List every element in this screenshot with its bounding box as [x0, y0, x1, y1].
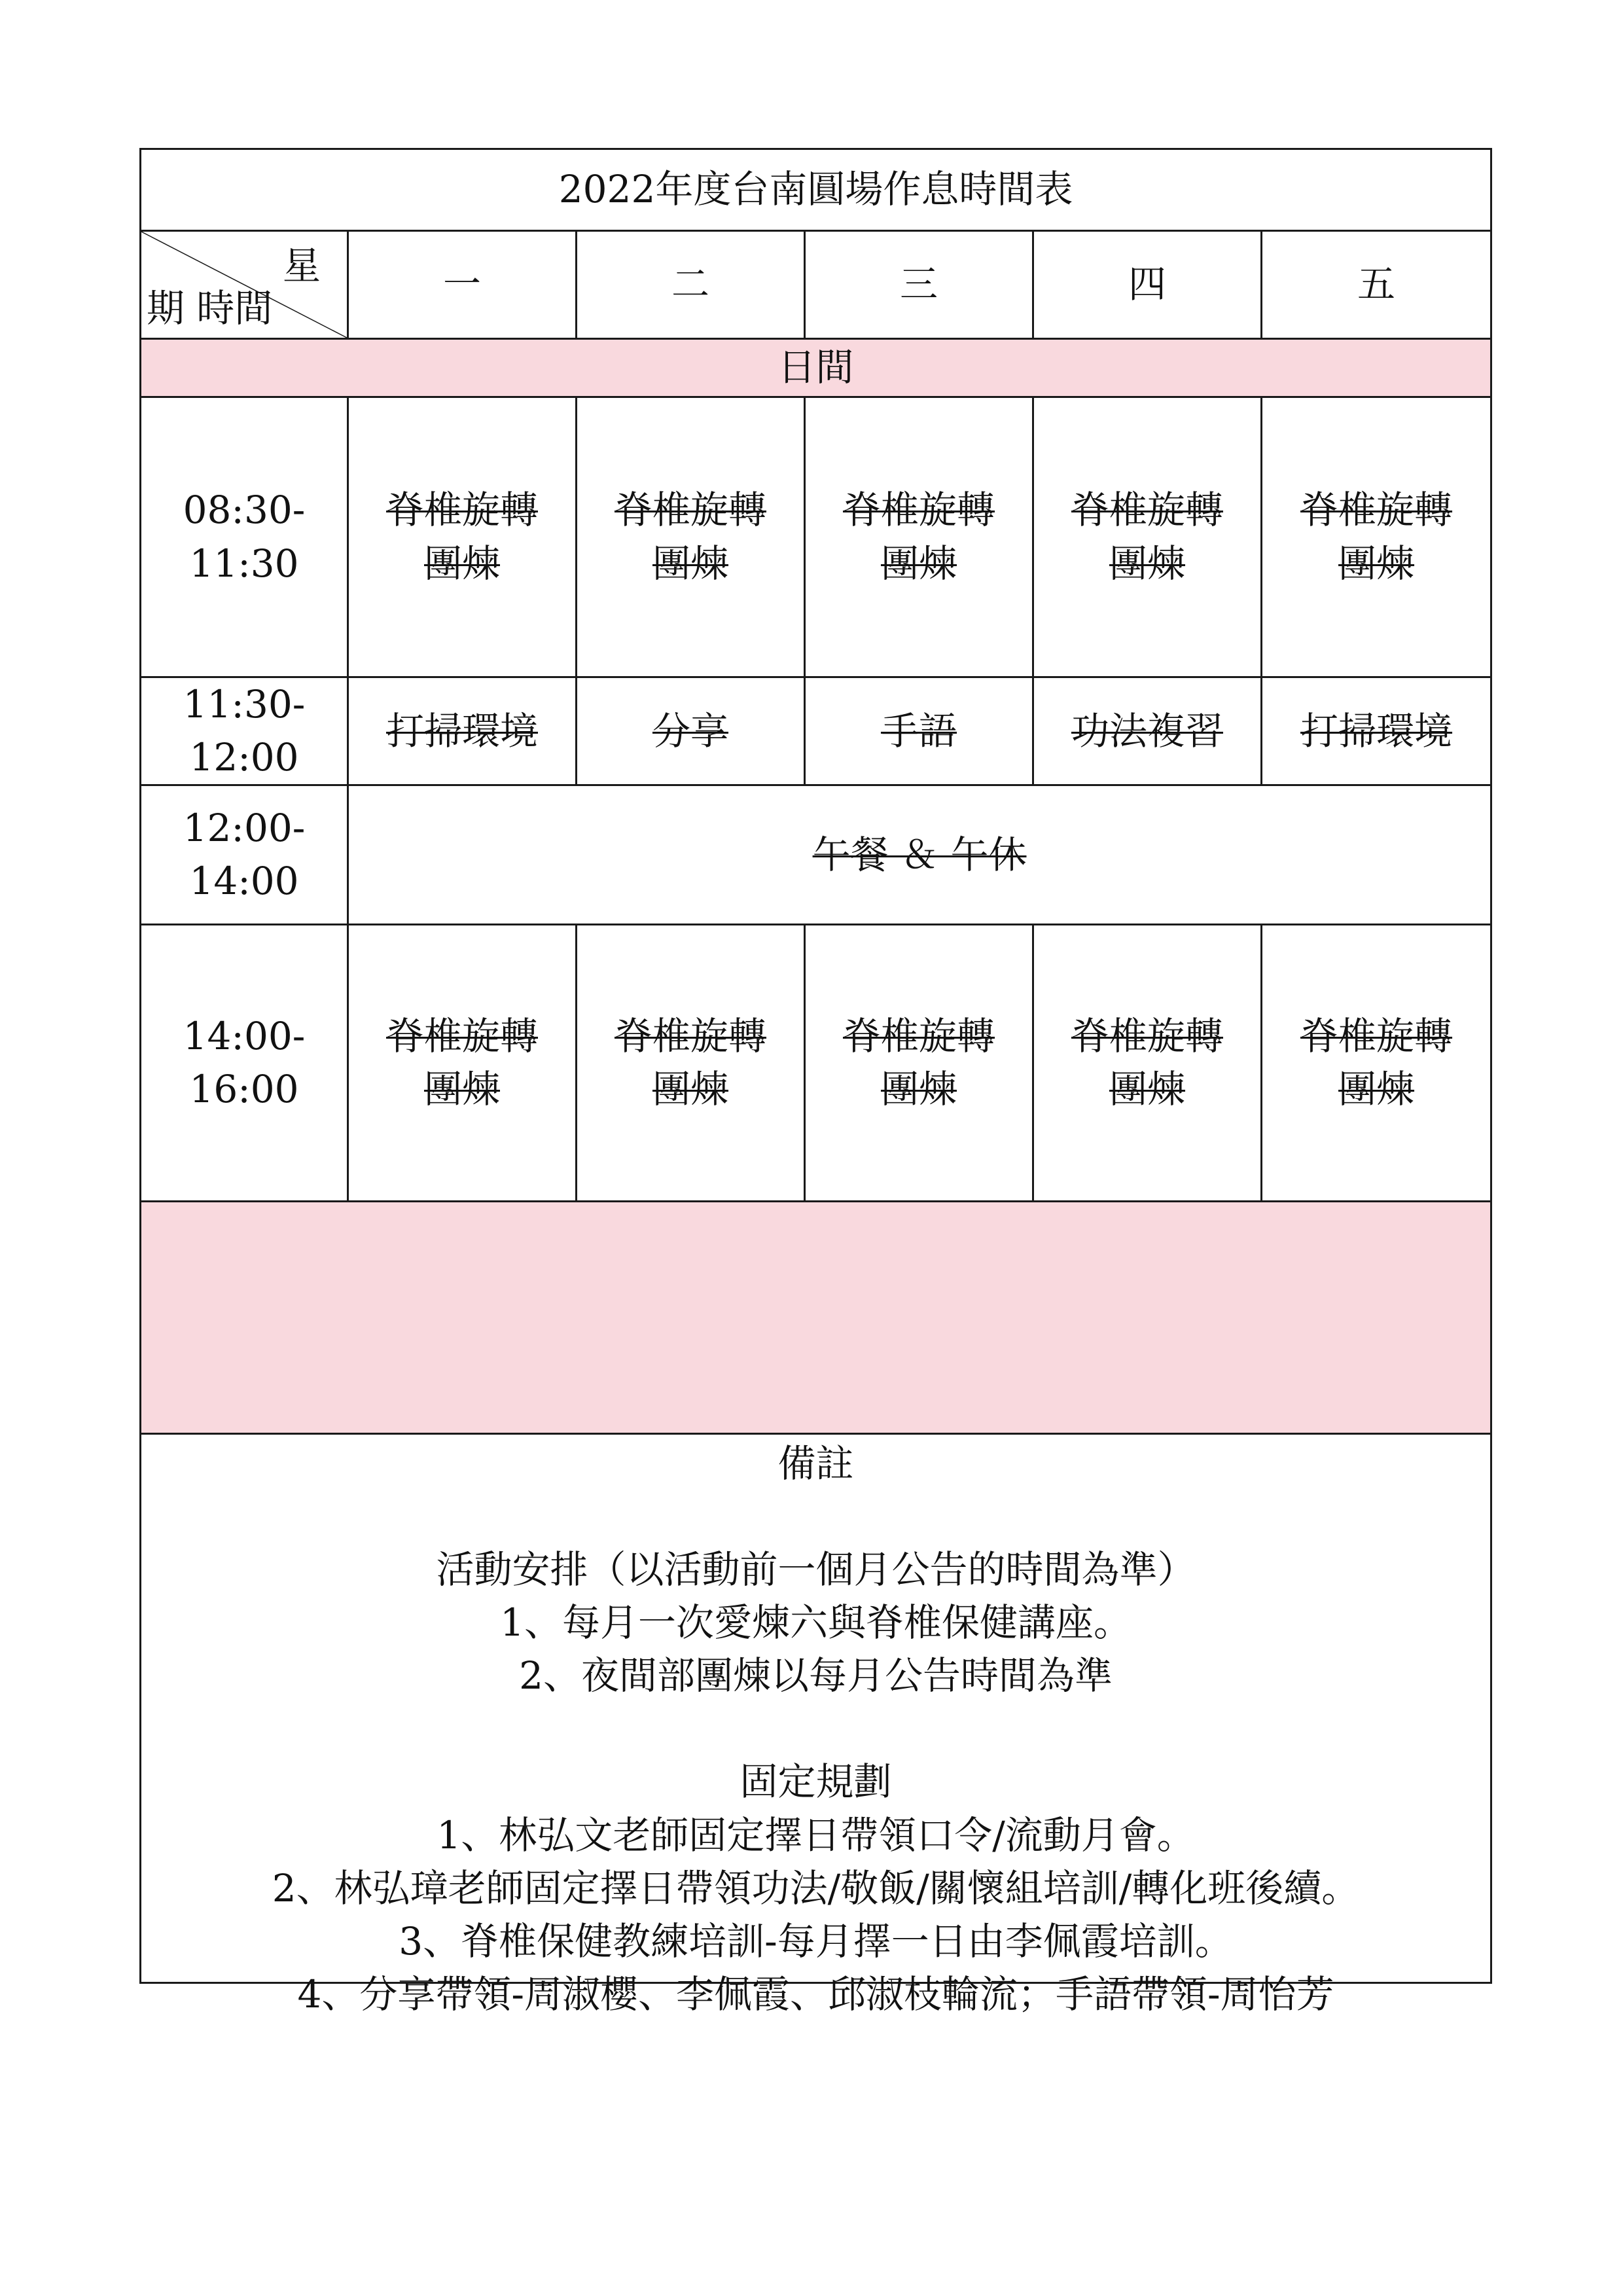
- activity-heading: 活動安排（以活動前一個月公告的時間為準）: [436, 1547, 1196, 1592]
- daytime-band: 日間: [141, 339, 1491, 397]
- activity-cell: [805, 925, 1033, 1202]
- activity-cell: [805, 397, 1033, 677]
- activity-line: 脊椎旋轉: [385, 488, 538, 533]
- activity-line: 脊椎旋轉: [1071, 1014, 1223, 1059]
- activity-cell: [348, 677, 577, 785]
- activity-line: 手語: [880, 708, 957, 753]
- page-title: 2022年度台南圓場作息時間表: [141, 149, 1491, 231]
- activity-cell: [577, 925, 805, 1202]
- table-row: [141, 677, 1491, 785]
- time-slot-label: 14:00-16:00: [141, 925, 348, 1202]
- day-header-tue: 二: [577, 231, 805, 339]
- activity-line: 脊椎旋轉: [842, 1014, 995, 1059]
- lunch-label: 午餐 ＆ 午休: [812, 832, 1027, 877]
- activity-cell: [577, 677, 805, 785]
- activity-line: 脊椎旋轉: [614, 1014, 766, 1059]
- notes-spacer: [141, 1702, 1490, 1755]
- activity-cell: [577, 397, 805, 677]
- activity-cell: [1033, 397, 1262, 677]
- header-corner-cell: [141, 231, 348, 339]
- fixed-item: 3、脊椎保健教練培訓-每月擇一日由李佩霞培訓。: [399, 1918, 1233, 1964]
- activity-cell: [1033, 677, 1262, 785]
- activity-line: 脊椎旋轉: [1300, 488, 1453, 533]
- activity-cell: [1262, 677, 1491, 785]
- activity-line: 團煉: [423, 1067, 500, 1112]
- activity-item: 2、夜間部團煉以每月公告時間為準: [519, 1653, 1113, 1698]
- corner-label-bottom: 期 時間: [147, 285, 273, 331]
- schedule-sheet: [139, 148, 1490, 2017]
- day-header-fri: 五: [1262, 231, 1491, 339]
- notes-section: [141, 1434, 1491, 2017]
- activity-line: 團煉: [652, 1067, 728, 1112]
- activity-line: 脊椎旋轉: [614, 488, 766, 533]
- time-slot-label: 11:30-12:00: [141, 677, 348, 785]
- activity-line: 脊椎旋轉: [385, 1014, 538, 1059]
- activity-line: 團煉: [423, 541, 500, 586]
- activity-cell: [348, 397, 577, 677]
- time-slot-label: 12:00-14:00: [141, 785, 348, 925]
- corner-label-top: 星: [282, 243, 321, 288]
- activity-line: 脊椎旋轉: [842, 488, 995, 533]
- day-header-wed: 三: [805, 231, 1033, 339]
- day-header-mon: 一: [348, 231, 577, 339]
- time-slot-label: 08:30-11:30: [141, 397, 348, 677]
- notes-heading: 備註: [777, 1441, 854, 1486]
- activity-line: 團煉: [880, 1067, 957, 1112]
- fixed-item: 2、林弘璋老師固定擇日帶領功法/敬飯/關懷組培訓/轉化班後續。: [272, 1865, 1360, 1910]
- table-row: [141, 397, 1491, 677]
- activity-line: 團煉: [1338, 541, 1415, 586]
- activity-line: 團煉: [880, 541, 957, 586]
- activity-item: 1、每月一次愛煉六與脊椎保健講座。: [500, 1600, 1132, 1645]
- activity-line: 脊椎旋轉: [1071, 488, 1223, 533]
- activity-line: 團煉: [1109, 1067, 1185, 1112]
- fixed-item: 1、林弘文老師固定擇日帶領口令/流動月會。: [437, 1812, 1195, 1857]
- fixed-item-clipped: 4、分享帶領-周淑櫻、李佩霞、邱淑枝輪流；手語帶領-周怡芳: [297, 1972, 1334, 2017]
- activity-line: 團煉: [652, 541, 728, 586]
- activity-cell: [805, 677, 1033, 785]
- activity-line: 分享: [652, 708, 728, 753]
- table-row: [141, 785, 1491, 925]
- activity-cell: [348, 925, 577, 1202]
- evening-band-empty: [141, 1202, 1491, 1434]
- activity-line: 功法複習: [1071, 708, 1223, 753]
- fixed-heading: 固定規劃: [740, 1759, 892, 1804]
- activity-cell: [1033, 925, 1262, 1202]
- activity-line: 團煉: [1109, 541, 1185, 586]
- activity-line: 團煉: [1338, 1067, 1415, 1112]
- activity-line: 打掃環境: [1300, 708, 1453, 753]
- day-header-thu: 四: [1033, 231, 1262, 339]
- activity-line: 打掃環境: [385, 708, 538, 753]
- notes-spacer: [141, 1490, 1490, 1543]
- activity-cell: [1262, 925, 1491, 1202]
- activity-cell: [1262, 397, 1491, 677]
- lunch-cell: [348, 785, 1491, 925]
- activity-line: 脊椎旋轉: [1300, 1014, 1453, 1059]
- schedule-table: [139, 148, 1492, 2017]
- table-row: [141, 925, 1491, 1202]
